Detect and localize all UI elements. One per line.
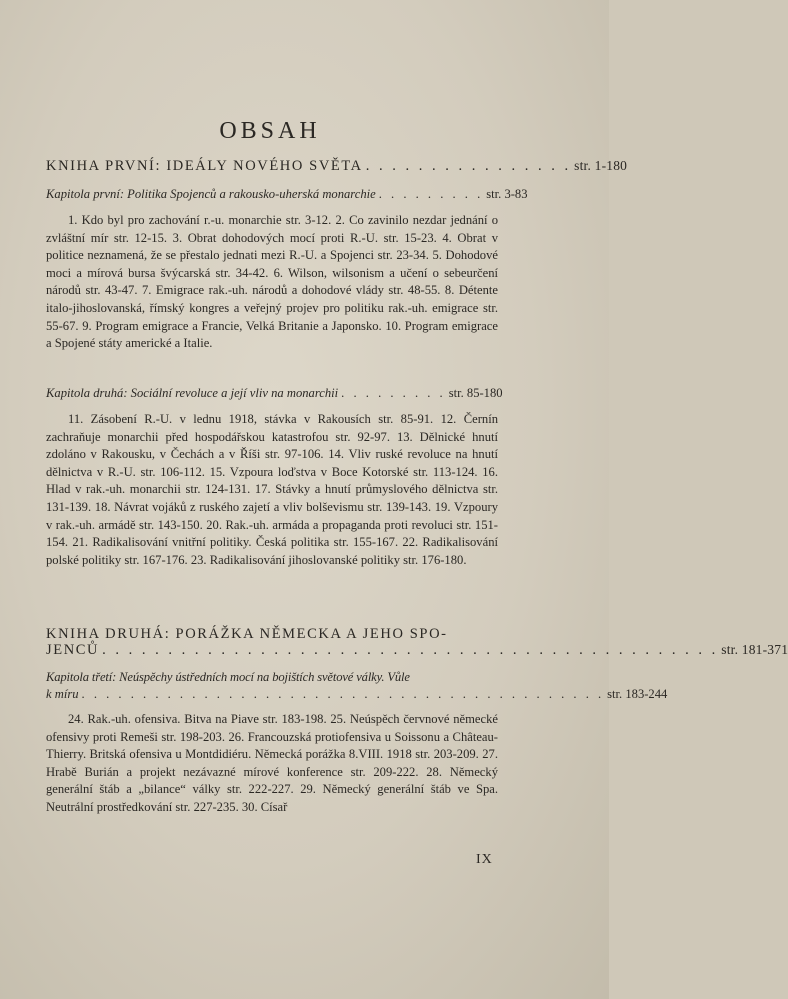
page-title: OBSAH [219, 118, 321, 144]
book2-heading-row [46, 642, 788, 659]
leader-dots: . . . . . . . . . . . . . . . . . . . . . . . . . . . . . . . . . . . . . . . . . . . [81, 687, 605, 701]
ch1-heading: Kapitola první: Politika Spojenců a rakousko-uherská monarchie [46, 187, 376, 201]
ch2-heading: Kapitola druhá: Sociální revoluce a její vliv na monarchii [46, 386, 339, 400]
leader-dots: . . . . . . . . . [341, 386, 446, 400]
ch1-body: 1. Kdo byl pro zachování r.-u. monarchie str. 3-12. 2. Co zavinilo nezdar jednání o zvláštní mír str. 12-15. 3. Obrat dohodových mocí proti R.-U. str. 15-23. 4. Obrat v politice neznamená, že se přestalo jednati mezi R.-U. a Spojenci str. 23-34. 5. Dohodové moci a mírová bursa švýcarská str. 34-42. 6. Wilson, wilsonism a učení o sebeurčení národů str. 43-47. 7. Emigrace rak.-uh. národů a dohodové vlády str. 48-55. 8. Détente italo-jihoslovanská, římský kongres a veřejný projev pro politiku rak.-uh. emigrace str. 55-67. 9. Program emigrace a Francie, Velká Britanie a Japonsko. 10. Program emigrace a Spojené státy americké a Italie. [46, 213, 498, 351]
ch3-range: str. 183-244 [607, 687, 668, 701]
leader-dots: . . . . . . . . . [378, 187, 484, 201]
leader-dots: . . . . . . . . . . . . . . . . [365, 158, 572, 174]
book1-heading: KNIHA PRVNÍ: IDEÁLY NOVÉHO SVĚTA [46, 158, 363, 174]
book2-heading-line1 [46, 626, 498, 643]
ch3-body: 24. Rak.-uh. ofensiva. Bitva na Piave str. 183-198. 25. Neúspěch červnové německé ofensivy proti Remeši str. 198-203. 26. Francouzská protiofensiva u Soissonu a Château-Thierry. Britská ofensiva u Montdidiéru. Německá porážka 8.VIII. 1918 str. 203-209. 27. Hrabě Burián a projekt nezávazné mírové konference str. 209-222. 28. Německý generální štáb a „bilance“ války str. 222-227. 29. Německý generální štáb ve Spa. Neutrální prostředkování str. 227-235. 30. Císař [46, 712, 498, 814]
ch2-range: str. 85-180 [448, 386, 503, 400]
ch1-heading-row [46, 187, 528, 202]
ch3-heading-cont: k míru [46, 687, 79, 701]
book2-heading-cont: JENCŮ [46, 642, 100, 658]
ch3-heading-line1 [46, 670, 498, 685]
ch3-heading: Kapitola třetí: Neúspěchy ústředních mocí na bojištích světové války. Vůle [46, 670, 410, 684]
page-number: IX [476, 852, 493, 867]
leader-dots: . . . . . . . . . . . . . . . . . . . . . . . . . . . . . . . . . . . . . . . . . . . . . . . [102, 642, 719, 658]
book1-range: str. 1-180 [574, 158, 628, 173]
ch2-heading-row [46, 386, 503, 401]
ch1-range: str. 3-83 [486, 187, 528, 201]
book2-range: str. 181-371 [721, 642, 788, 657]
ch2-body: 11. Zásobení R.-U. v lednu 1918, stávka v Rakousích str. 85-91. 12. Černín zachraňuje monarchii před hospodářskou katastrofou str. 92-97. 13. Dělnické hnutí zdoláno v Rakousku, v Čechách a v Říši str. 97-106. 14. Vliv ruské revoluce na hnutí dělnictva v R.-U. str. 106-112. 15. Vzpoura loďstva v Boce Kotorské str. 113-124. 16. Hlad v rak.-uh. monarchii str. 124-131. 17. Stávky a hnutí průmyslového dělnictva str. 131-139. 18. Návrat vojáků z ruského zajetí a vliv bolševismu str. 139-143. 19. Vzpoury v rak.-uh. armádě str. 143-150. 20. Rak.-uh. armáda a propaganda proti revoluci str. 151-154. 21. Radikalisování vnitřní politiky. Česká politika str. 155-167. 22. Radikalisování polské politiky str. 167-176. 23. Radikalisování jihoslovanské politiky str. 176-180. [46, 412, 498, 567]
book2-heading: KNIHA DRUHÁ: PORÁŽKA NĚMECKA A JEHO SPO- [46, 626, 448, 642]
ch3-heading-row [46, 687, 668, 702]
book1-heading-row [46, 158, 628, 175]
